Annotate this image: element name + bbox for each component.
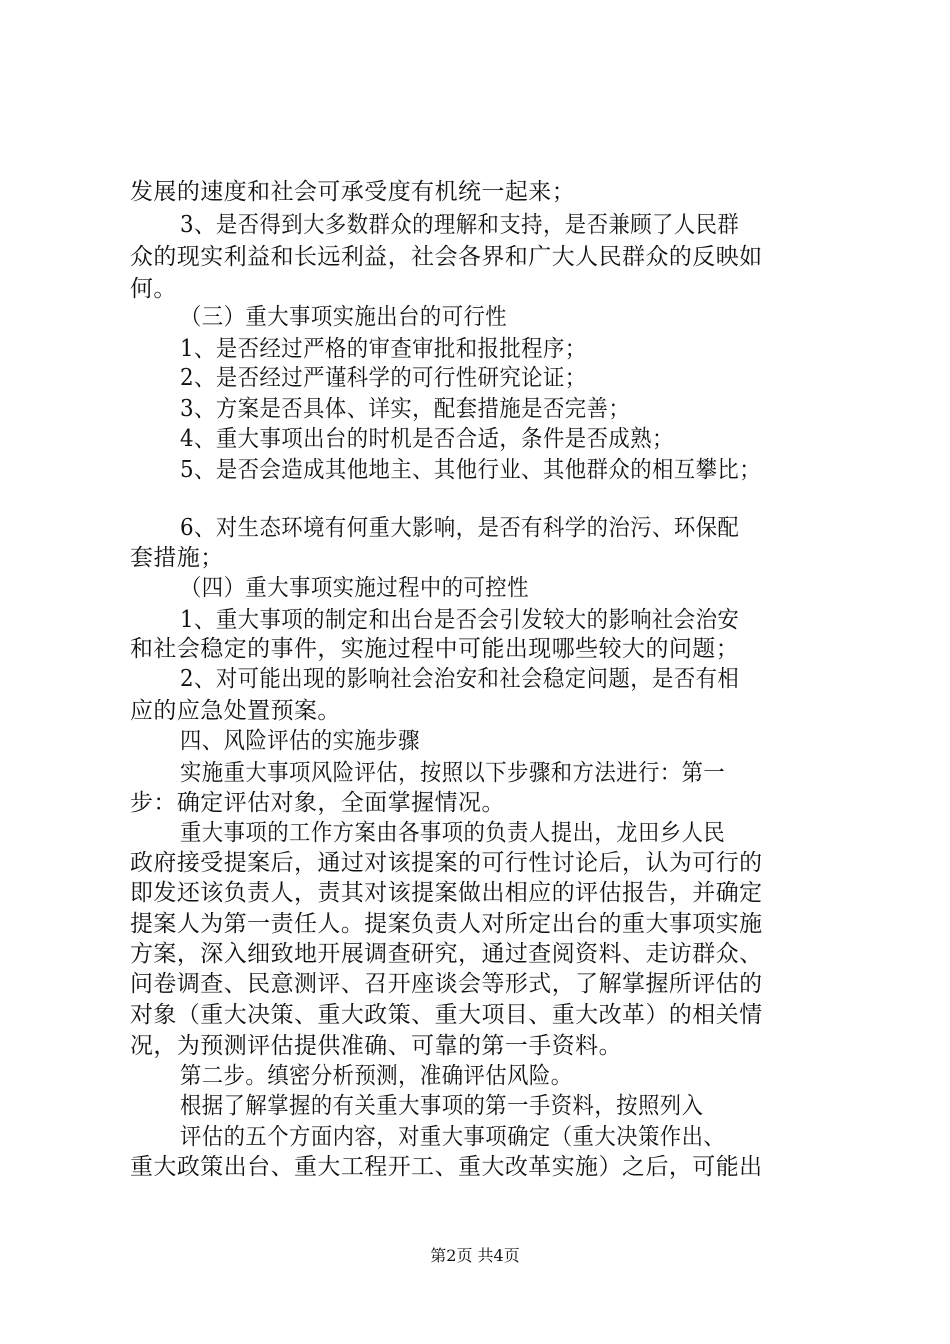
text-line: 即发还该负责人，责其对该提案做出相应的评估报告，并确定 — [130, 880, 763, 906]
text-line: 问卷调查、民意测评、召开座谈会等形式，了解掌握所评估的 — [130, 971, 763, 997]
text-line: （三）重大事项实施出台的可行性 — [180, 304, 508, 330]
text-line: 2、对可能出现的影响社会治安和社会稳定问题，是否有相 — [180, 666, 740, 692]
page-number-footer: 第2页 共4页 — [430, 1246, 520, 1265]
text-line: 和社会稳定的事件，实施过程中可能出现哪些较大的问题； — [130, 636, 740, 662]
text-line: 重大政策出台、重大工程开工、重大改革实施）之后，可能出 — [130, 1154, 763, 1180]
text-line: 第二步。缜密分析预测，准确评估风险。 — [180, 1063, 573, 1089]
text-line: 应的应急处置预案。 — [130, 698, 341, 724]
text-line: 况，为预测评估提供准确、可靠的第一手资料。 — [130, 1033, 623, 1059]
text-line: 提案人为第一责任人。提案负责人对所定出台的重大事项实施 — [130, 911, 763, 937]
text-line: 步：确定评估对象，全面掌握情况。 — [130, 790, 505, 816]
text-line: 对象（重大决策、重大政策、重大项目、重大改革）的相关情 — [130, 1002, 763, 1028]
text-line: 1、是否经过严格的审查审批和报批程序； — [180, 336, 587, 362]
text-line: 2、是否经过严谨科学的可行性研究论证； — [180, 365, 587, 391]
text-line: 根据了解掌握的有关重大事项的第一手资料，按照列入 — [180, 1093, 704, 1119]
text-line: 3、是否得到大多数群众的理解和支持，是否兼顾了人民群 — [180, 212, 740, 238]
text-line: 1、重大事项的制定和出台是否会引发较大的影响社会治安 — [180, 607, 740, 633]
text-line: 重大事项的工作方案由各事项的负责人提出，龙田乡人民 — [180, 820, 726, 846]
text-line: 何。 — [130, 276, 177, 302]
text-line: 3、方案是否具体、详实，配套措施是否完善； — [180, 396, 631, 422]
text-line: 实施重大事项风险评估，按照以下步骤和方法进行：第一 — [180, 760, 726, 786]
text-line: 5、是否会造成其他地主、其他行业、其他群众的相互攀比； — [180, 457, 762, 483]
text-line: 套措施； — [130, 545, 224, 571]
text-line: 6、对生态环境有何重大影响，是否有科学的治污、环保配 — [180, 515, 740, 541]
text-line: 方案，深入细致地开展调查研究，通过查阅资料、走访群众、 — [130, 941, 763, 967]
text-line: 四、风险评估的实施步骤 — [180, 728, 420, 754]
text-line: 评估的五个方面内容，对重大事项确定（重大决策作出、 — [180, 1124, 726, 1150]
text-line: 4、重大事项出台的时机是否合适，条件是否成熟； — [180, 426, 674, 452]
text-line: 发展的速度和社会可承受度有机统一起来； — [130, 179, 576, 205]
text-line: 政府接受提案后，通过对该提案的可行性讨论后，认为可行的 — [130, 850, 763, 876]
text-line: 众的现实利益和长远利益，社会各界和广大人民群众的反映如 — [130, 244, 763, 270]
text-line: （四）重大事项实施过程中的可控性 — [180, 575, 529, 601]
